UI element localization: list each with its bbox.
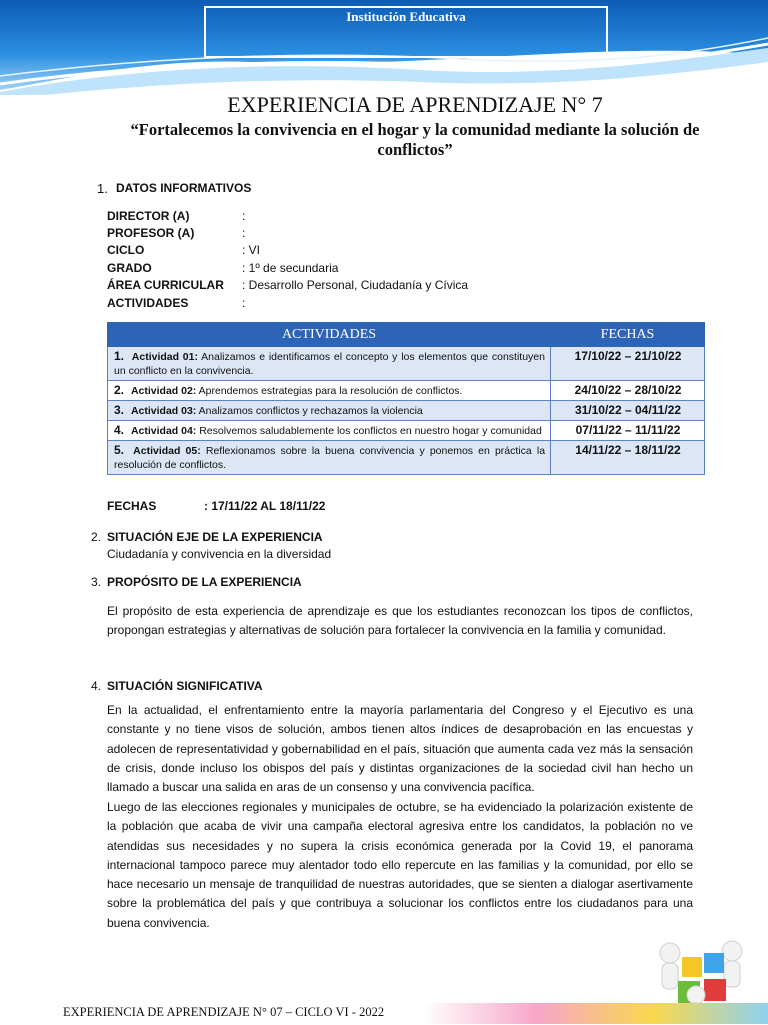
activity-description: Resolvemos saludablemente los conflictos en nuestro hogar y comunidad xyxy=(199,425,542,437)
activity-name: Actividad 05: xyxy=(133,445,201,457)
section-2-text: Ciudadanía y convivencia en la diversidad xyxy=(107,547,332,561)
activity-name: Actividad 04: xyxy=(130,425,197,437)
info-label: DIRECTOR (A) xyxy=(107,209,190,223)
info-value: : xyxy=(242,226,246,240)
activity-number: 2. xyxy=(114,383,125,397)
info-value: : xyxy=(242,296,246,310)
info-label: GRADO xyxy=(107,261,152,275)
activity-number: 1. xyxy=(114,349,125,363)
column-header-activities: ACTIVIDADES xyxy=(108,323,551,347)
activity-cell xyxy=(108,421,551,441)
footer-text: EXPERIENCIA DE APRENDIZAJE N° 07 – CICLO VI - 2022 xyxy=(63,1005,385,1019)
section-2-number: 2. xyxy=(91,530,102,544)
info-value: : xyxy=(242,209,246,223)
table-row xyxy=(108,401,705,421)
activity-dates: 17/10/22 – 21/10/22 xyxy=(551,347,705,381)
table-row xyxy=(108,381,705,401)
institution-box xyxy=(204,6,608,58)
section-2-title: SITUACIÓN EJE DE LA EXPERIENCIA xyxy=(107,530,323,544)
activity-cell xyxy=(108,401,551,421)
activities-table xyxy=(107,322,705,475)
activity-description: Aprendemos estrategias para la resolución de conflictos. xyxy=(198,385,463,397)
info-label: PROFESOR (A) xyxy=(107,226,195,240)
activity-name: Actividad 02: xyxy=(130,385,197,397)
info-label: CICLO xyxy=(107,243,145,257)
section-3-text: El propósito de esta experiencia de aprendizaje es que los estudiantes reconozcan los tipos de conflictos, propongan estrategias y alternativas de solución para fortalecer la convivencia en la familia y comunidad. xyxy=(107,604,693,638)
section-4-title: SITUACIÓN SIGNIFICATIVA xyxy=(107,679,263,693)
activity-dates: 07/11/22 – 11/11/22 xyxy=(551,421,705,441)
section-3-title: PROPÓSITO DE LA EXPERIENCIA xyxy=(107,575,302,589)
section-3-number: 3. xyxy=(91,575,102,589)
section-4-paragraph-2: Luego de las elecciones regionales y municipales de octubre, se ha evidenciado la polarización existente de la población que acaba de vivir una campaña electoral agresiva entre los candidatos, la población no ve atendidas sus necesidades y no supera la crisis económica generada por la Covid 19, el panorama internacional tampoco parece muy alentador todo ello repercute en las familias y la comunidad, por ello se hace necesario un mensaje de tranquilidad de nuestras autoridades, que se sienten a dialogar asertivamente sobre la problemática del país y que contribuya a solucionar los conflictos entre los ciudadanos para una buena convivencia. xyxy=(107,800,693,930)
activity-number: 3. xyxy=(114,403,125,417)
info-label: FECHAS xyxy=(107,499,157,513)
info-label: ÁREA CURRICULAR xyxy=(107,278,224,292)
table-row xyxy=(108,347,705,381)
institution-label: Institución Educativa xyxy=(346,9,466,24)
info-value: : 17/11/22 AL 18/11/22 xyxy=(204,499,326,513)
activity-name: Actividad 03: xyxy=(130,405,197,417)
column-header-dates: FECHAS xyxy=(551,323,705,347)
document-subtitle: “Fortalecemos la convivencia en el hogar y la comunidad mediante la solución de conflictos” xyxy=(130,120,700,159)
info-value: : VI xyxy=(242,243,261,257)
info-value: : 1º de secundaria xyxy=(242,261,339,275)
section-4-paragraph-1: En la actualidad, el enfrentamiento entre la mayoría parlamentaria del Congreso y el Ejecutivo es una constante y no tiene visos de solución, ambos tienen altos índices de desaprobación en las encuestas y adolecen de representatividad y gobernabilidad en el país, situación que aumenta cada vez más la sensación de crisis, donde incluso los obispos del país y distintas organizaciones de la sociedad civil han hecho un llamado a buscar una salida en aras de un consenso y una convivencia pacífica. xyxy=(107,703,693,795)
info-label: ACTIVIDADES xyxy=(107,296,189,310)
activity-dates: 14/11/22 – 18/11/22 xyxy=(551,441,705,475)
activity-cell xyxy=(108,347,551,381)
activity-cell xyxy=(108,441,551,475)
info-value: : Desarrollo Personal, Ciudadanía y Cívica xyxy=(242,278,469,292)
document-title: EXPERIENCIA DE APRENDIZAJE N° 7 xyxy=(227,92,603,117)
activity-cell xyxy=(108,381,551,401)
section-4-number: 4. xyxy=(91,679,102,693)
table-row xyxy=(108,441,705,475)
table-row xyxy=(108,421,705,441)
activity-dates: 31/10/22 – 04/11/22 xyxy=(551,401,705,421)
activity-dates: 24/10/22 – 28/10/22 xyxy=(551,381,705,401)
activity-number: 4. xyxy=(114,423,125,437)
table-header-row xyxy=(108,323,705,347)
activity-number: 5. xyxy=(114,443,125,457)
activity-description: Analizamos e identificamos el concepto y los elementos que constituyen un conflicto en la convivencia. xyxy=(114,351,545,377)
activity-description: Analizamos conflictos y rechazamos la violencia xyxy=(198,405,423,417)
section-1-number: 1. xyxy=(97,181,108,196)
section-1-title: DATOS INFORMATIVOS xyxy=(116,181,252,195)
header-banner xyxy=(0,0,768,95)
activity-name: Actividad 01: xyxy=(131,351,198,363)
activity-description: Reflexionamos sobre la buena convivencia y ponemos en práctica la resolución de conflictos. xyxy=(114,445,546,471)
